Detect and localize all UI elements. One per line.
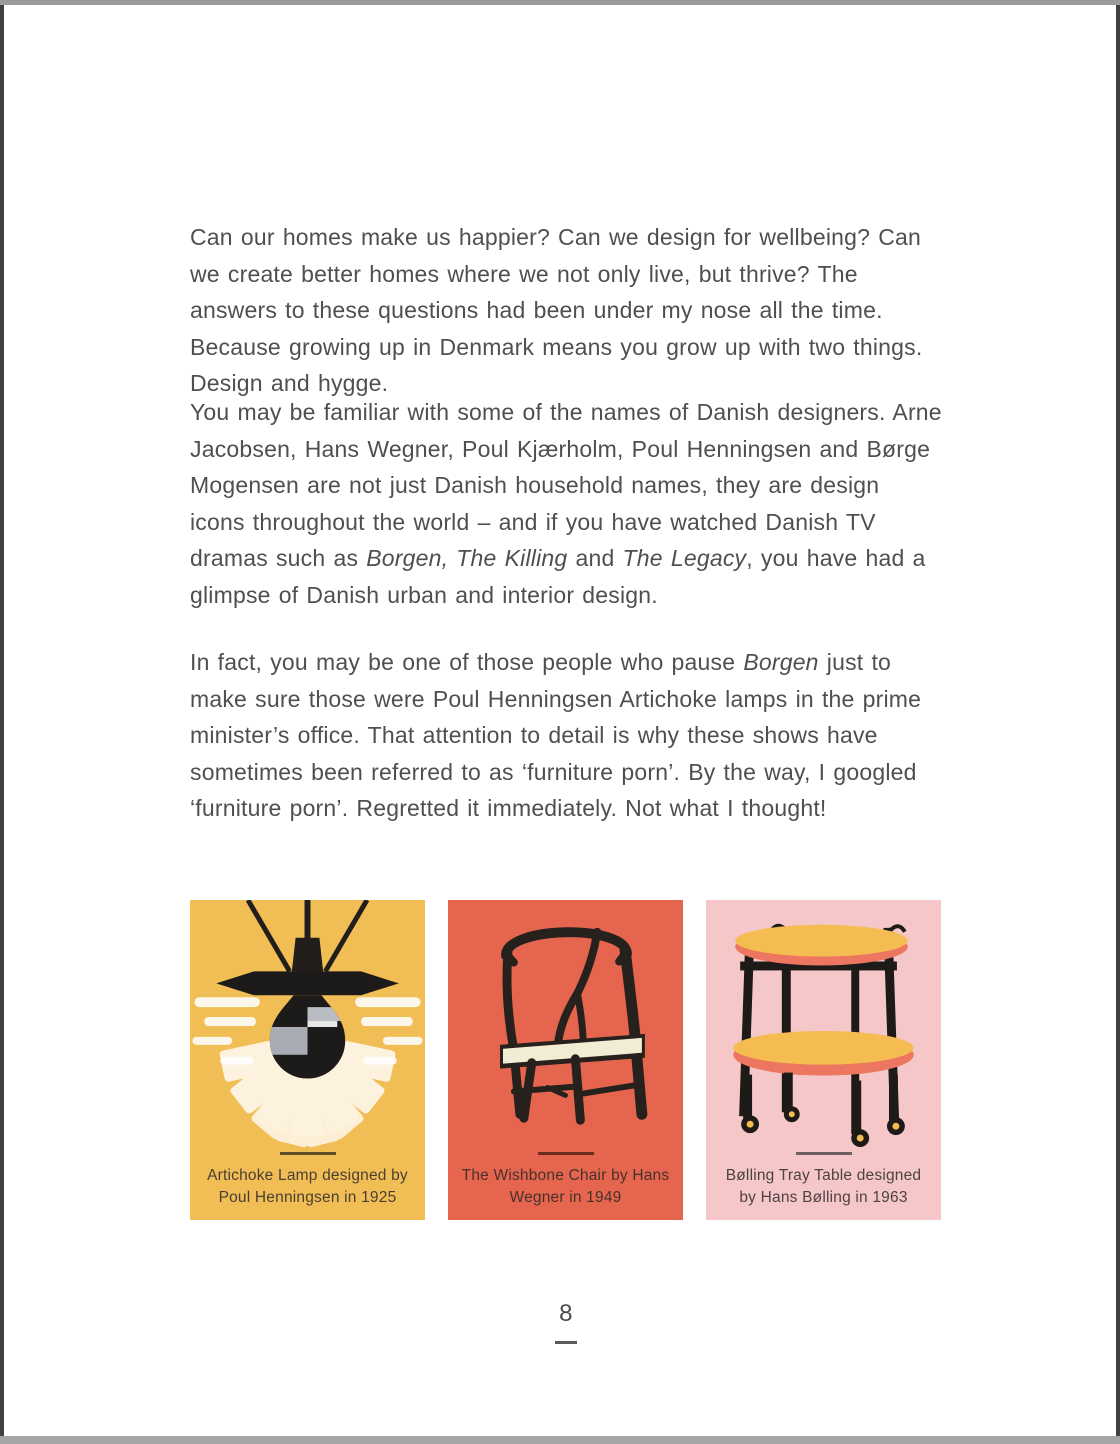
body-paragraph-2: You may be familiar with some of the names of Danish designers. Arne Jacobsen, Hans Wegner, Poul Kjærholm, Poul Henningsen and Børge Mogensen are not just Danish household names, they are design icons throughout the world – and if you have watched Danish TV dramas such as Borgen, The Killing and The Legacy, you have had a glimpse of Danish urban and interior design. xyxy=(190,399,942,608)
page-left-edge xyxy=(0,5,4,1436)
page-number: 8 xyxy=(559,1300,573,1327)
card-caption: The Wishbone Chair by Hans Wegner in 1949 xyxy=(461,1167,670,1206)
design-card-tray-table xyxy=(706,900,941,1220)
page-right-edge xyxy=(1116,5,1120,1436)
card-caption: Artichoke Lamp designed by Poul Henningsen in 1925 xyxy=(207,1167,408,1206)
body-paragraph-1: Can our homes make us happier? Can we design for wellbeing? Can we create better homes where we not only live, but thrive? The answers to these questions had been under my nose all the time. Because growing up in Denmark means you grow up with two things. Design and hygge. xyxy=(190,224,923,396)
design-card-artichoke-lamp xyxy=(190,900,425,1220)
body-paragraph-3: In fact, you may be one of those people who pause Borgen just to make sure those were Poul Henningsen Artichoke lamps in the prime minister’s office. That attention to detail is why these shows have sometimes been referred to as ‘furniture porn’. By the way, I googled ‘furniture porn’. Regretted it immediately. Not what I thought! xyxy=(190,649,922,821)
card-divider xyxy=(796,1152,852,1155)
design-cards-row xyxy=(190,900,942,1220)
page-number-rule xyxy=(555,1341,577,1344)
card-divider xyxy=(280,1152,336,1155)
page-number-block xyxy=(190,1300,942,1344)
card-caption: Bølling Tray Table designed by Hans Bølling in 1963 xyxy=(725,1167,922,1206)
wishbone-chair-illustration xyxy=(448,900,683,1148)
design-card-wishbone-chair xyxy=(448,900,683,1220)
tray-table-illustration xyxy=(706,900,941,1148)
artichoke-lamp-illustration xyxy=(190,900,425,1148)
page-bottom-edge xyxy=(0,1436,1120,1444)
card-divider xyxy=(538,1152,594,1155)
page-top-edge xyxy=(0,0,1120,5)
